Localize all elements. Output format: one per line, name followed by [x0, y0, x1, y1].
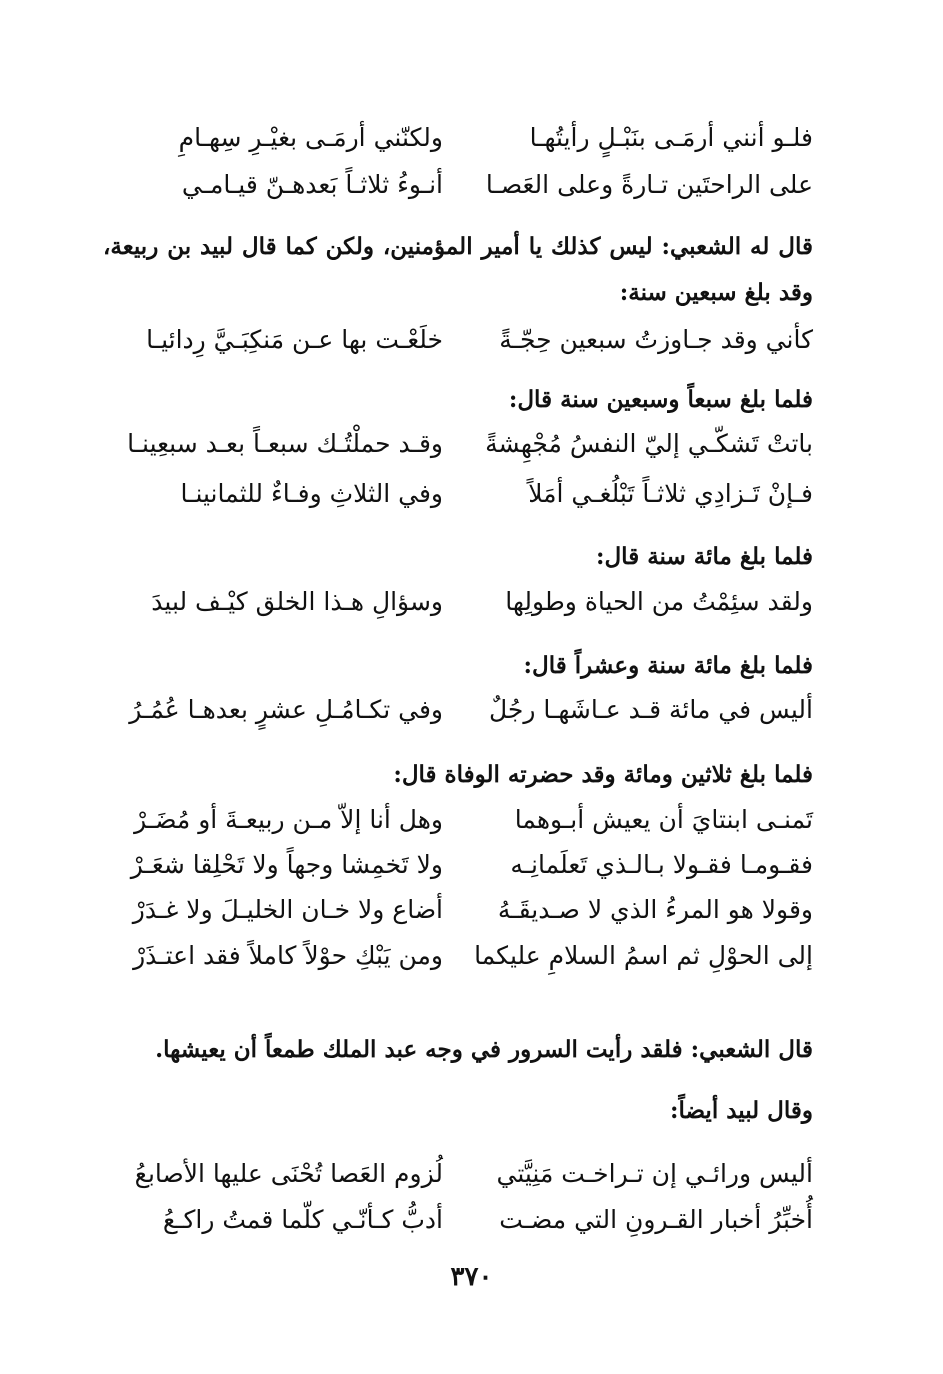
first-hemistich: على الراحتَين تـارةً وعلى العَصـا [485, 170, 813, 199]
first-hemistich: باتتْ تَشكّـي إليّ النفسُ مُجْهِشةً [485, 429, 813, 458]
first-hemistich: أليس في مائة قـد عـاشَهـا رجُلٌ [489, 695, 813, 724]
second-hemistich: وهل أنا إلاّ مـن ربيعـةَ أو مُضَـرْ [134, 805, 443, 834]
second-hemistich: ومن يَبْكِ حوْلاً كاملاً فقد اعتـذَرْ [133, 941, 443, 970]
first-hemistich: تَمنـى ابنتايَ أن يعيش أبـوهما [514, 805, 813, 834]
first-hemistich: ولقد سئِمْتُ من الحياة وطولِها [505, 587, 813, 616]
prose-paragraph: فلما بلغ سبعاً وسبعين سنة قال: [508, 386, 813, 413]
prose-paragraph: قال له الشعبي: ليس كذلك يا أمير المؤمنين، ولكن كما قال لبيد بن ربيعة، وقد بلغ سبعين سنة: [103, 233, 813, 306]
verse-line [113, 1154, 813, 1194]
verse-line [113, 320, 813, 360]
second-hemistich: وسؤالِ هـذا الخلق كيْـف لبيدَ [151, 587, 443, 616]
first-hemistich: وقولا هو المرءُ الذي لا صـديقَـهُ [497, 895, 813, 924]
verse-line [113, 800, 813, 840]
verse-line [113, 890, 813, 930]
second-hemistich: أدبُّ كـأنّـي كلّما قمتُ راكـعُ [162, 1205, 443, 1234]
first-hemistich: فـإنْ تَـزادِي ثلاثـاً تَبْلُغـي أمَلاً [528, 479, 813, 508]
first-hemistich: كأني وقد جـاوزتُ سبعين حِجّـةً [499, 325, 813, 354]
verse-line [113, 845, 813, 885]
verse-line [113, 1200, 813, 1240]
second-hemistich: ولكنّني أرمَـى بغيْـرِ سِهـامِ [178, 123, 443, 152]
prose-paragraph: فلما بلغ مائة سنة وعشراً قال: [523, 652, 813, 679]
second-hemistich: وفي تكـامُـلِ عشرٍ بعدهـا عُمُـرُ [129, 695, 443, 724]
verse-line [113, 165, 813, 205]
second-hemistich: ولا تَخمِشا وجهاً ولا تَحْلِقا شعَـرْ [130, 850, 443, 879]
verse-line [113, 424, 813, 464]
prose-paragraph: فلما بلغ مائة سنة قال: [595, 543, 813, 570]
verse-line [113, 582, 813, 622]
verse-line [113, 474, 813, 514]
second-hemistich: لُزوم العَصا تُحْنَى عليها الأصابعُ [134, 1159, 443, 1188]
prose-paragraph: فلما بلغ ثلاثين ومائة وقد حضرته الوفاة قال: [393, 761, 813, 788]
first-hemistich: إلى الحوْلِ ثم اسمُ السلامِ عليكما [474, 941, 813, 970]
first-hemistich: فقـومـا فقـولا بـالـذي تَعلَمانِـه [510, 850, 813, 879]
first-hemistich: أليس ورائـي إن تـراخـت مَنِيَّتي [496, 1159, 813, 1188]
prose-paragraph: قال الشعبي: فلقد رأيت السرور في وجه عبد الملك طمعاً أن يعيشها. [155, 1036, 813, 1063]
prose-paragraph: وقال لبيد أيضاً: [669, 1097, 813, 1124]
verse-line [113, 690, 813, 730]
verse-line [113, 936, 813, 976]
second-hemistich: وفي الثلاثِ وفـاءٌ للثمانينـا [180, 479, 443, 508]
verse-line [113, 118, 813, 158]
first-hemistich: فلـو أنني أرمَـى بنَبْـلٍ رأيتُهـا [529, 123, 813, 152]
second-hemistich: أضاع ولا خـان الخليـلَ ولا غـدَرْ [132, 895, 443, 924]
page-number: ٣٧٠ [450, 1262, 493, 1292]
first-hemistich: أُخبِّرُ أخبار القـرونِ التي مضـت [499, 1205, 813, 1234]
second-hemistich: خلَعْـت بها عـن مَنكِبَـيَّ رِدائيـا [146, 325, 443, 354]
second-hemistich: أنـوءُ ثلاثـاً بَعدهـنّ قيـامـي [181, 170, 443, 199]
second-hemistich: وقـد حملْتُـك سبعـاً بعـد سبعِينـا [127, 429, 443, 458]
